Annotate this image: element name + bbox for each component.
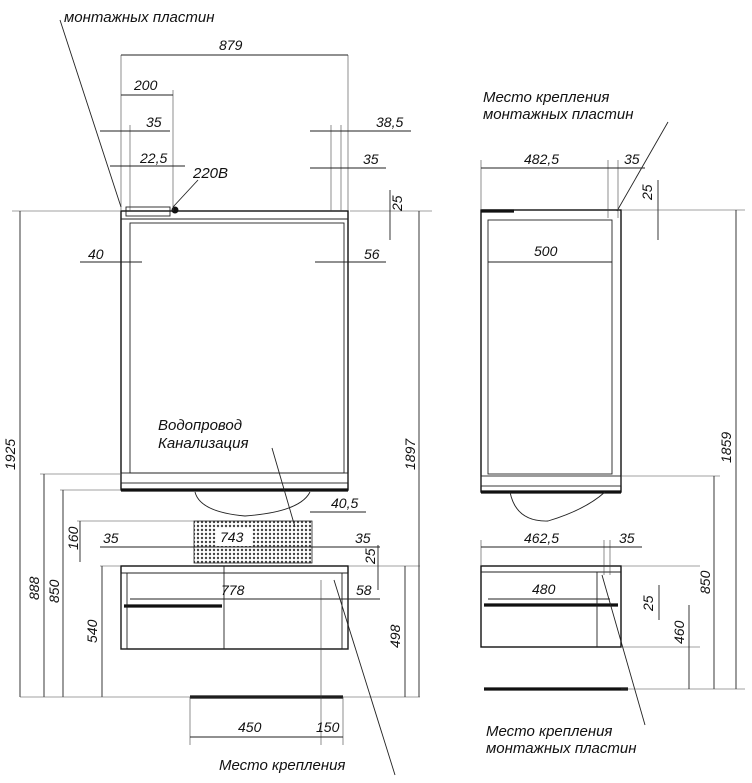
dim-25-c: 25 — [639, 184, 655, 200]
dim-888: 888 — [26, 576, 42, 600]
label-mount-plates-right-bottom: монтажных пластин — [486, 740, 637, 757]
label-mount-place-bottom: Место крепления — [219, 757, 346, 774]
dim-35-e: 35 — [624, 151, 640, 167]
side-dimension-lines — [481, 160, 745, 689]
side-bottom-shelf — [481, 476, 621, 486]
dim-850-b: 850 — [697, 570, 713, 594]
label-sewer: Канализация — [158, 435, 249, 452]
dim-462-5: 462,5 — [524, 530, 560, 546]
power-outlet-icon — [172, 207, 179, 214]
dim-743: 743 — [220, 529, 244, 545]
dim-1897: 1897 — [402, 438, 418, 470]
dim-25-d: 25 — [640, 595, 656, 611]
dim-40: 40 — [88, 246, 104, 262]
dim-25-b: 25 — [362, 548, 378, 564]
dim-40-5: 40,5 — [331, 495, 359, 511]
dim-150: 150 — [316, 719, 340, 735]
dim-482-5: 482,5 — [524, 151, 560, 167]
side-basin — [510, 492, 605, 521]
label-mount-place-right-top: Место крепления — [483, 89, 610, 106]
label-mount-plates-right-top: монтажных пластин — [483, 106, 634, 123]
dim-35-c: 35 — [103, 530, 119, 546]
dim-35-b: 35 — [363, 151, 379, 167]
dim-879: 879 — [219, 37, 243, 53]
dim-25-a: 25 — [389, 195, 405, 211]
vanity-side-left — [121, 573, 127, 649]
front-dimension-lines — [12, 20, 668, 775]
dim-22-5: 22,5 — [140, 150, 168, 166]
dim-500: 500 — [534, 243, 558, 259]
side-view — [481, 210, 628, 689]
dim-778: 778 — [221, 582, 245, 598]
dim-160: 160 — [65, 526, 81, 550]
dim-35-a: 35 — [146, 114, 162, 130]
label-mount-plates-top: монтажных пластин — [64, 9, 215, 26]
dim-450: 450 — [238, 719, 262, 735]
dim-35-f: 35 — [619, 530, 635, 546]
dim-498: 498 — [387, 624, 403, 648]
dim-540: 540 — [84, 619, 100, 643]
dim-35-d: 35 — [355, 530, 371, 546]
dim-480: 480 — [532, 581, 556, 597]
vanity-side-right — [342, 573, 348, 649]
basin-bowl — [195, 492, 310, 516]
pipe-zone-hatch — [194, 521, 312, 563]
label-water-supply: Водопровод — [158, 417, 243, 434]
mirror-bottom-shelf — [121, 473, 348, 483]
label-power: 220В — [193, 165, 229, 182]
dim-38-5: 38,5 — [376, 114, 404, 130]
dim-1859: 1859 — [718, 431, 734, 463]
dim-460: 460 — [671, 620, 687, 644]
dim-56: 56 — [364, 246, 380, 262]
dim-200: 200 — [134, 77, 158, 93]
label-mount-place-right-bottom: Место крепления — [486, 723, 613, 740]
dim-1925: 1925 — [2, 438, 18, 470]
dim-850-a: 850 — [46, 579, 62, 603]
text-labels — [2, 9, 734, 774]
dim-58: 58 — [356, 582, 372, 598]
